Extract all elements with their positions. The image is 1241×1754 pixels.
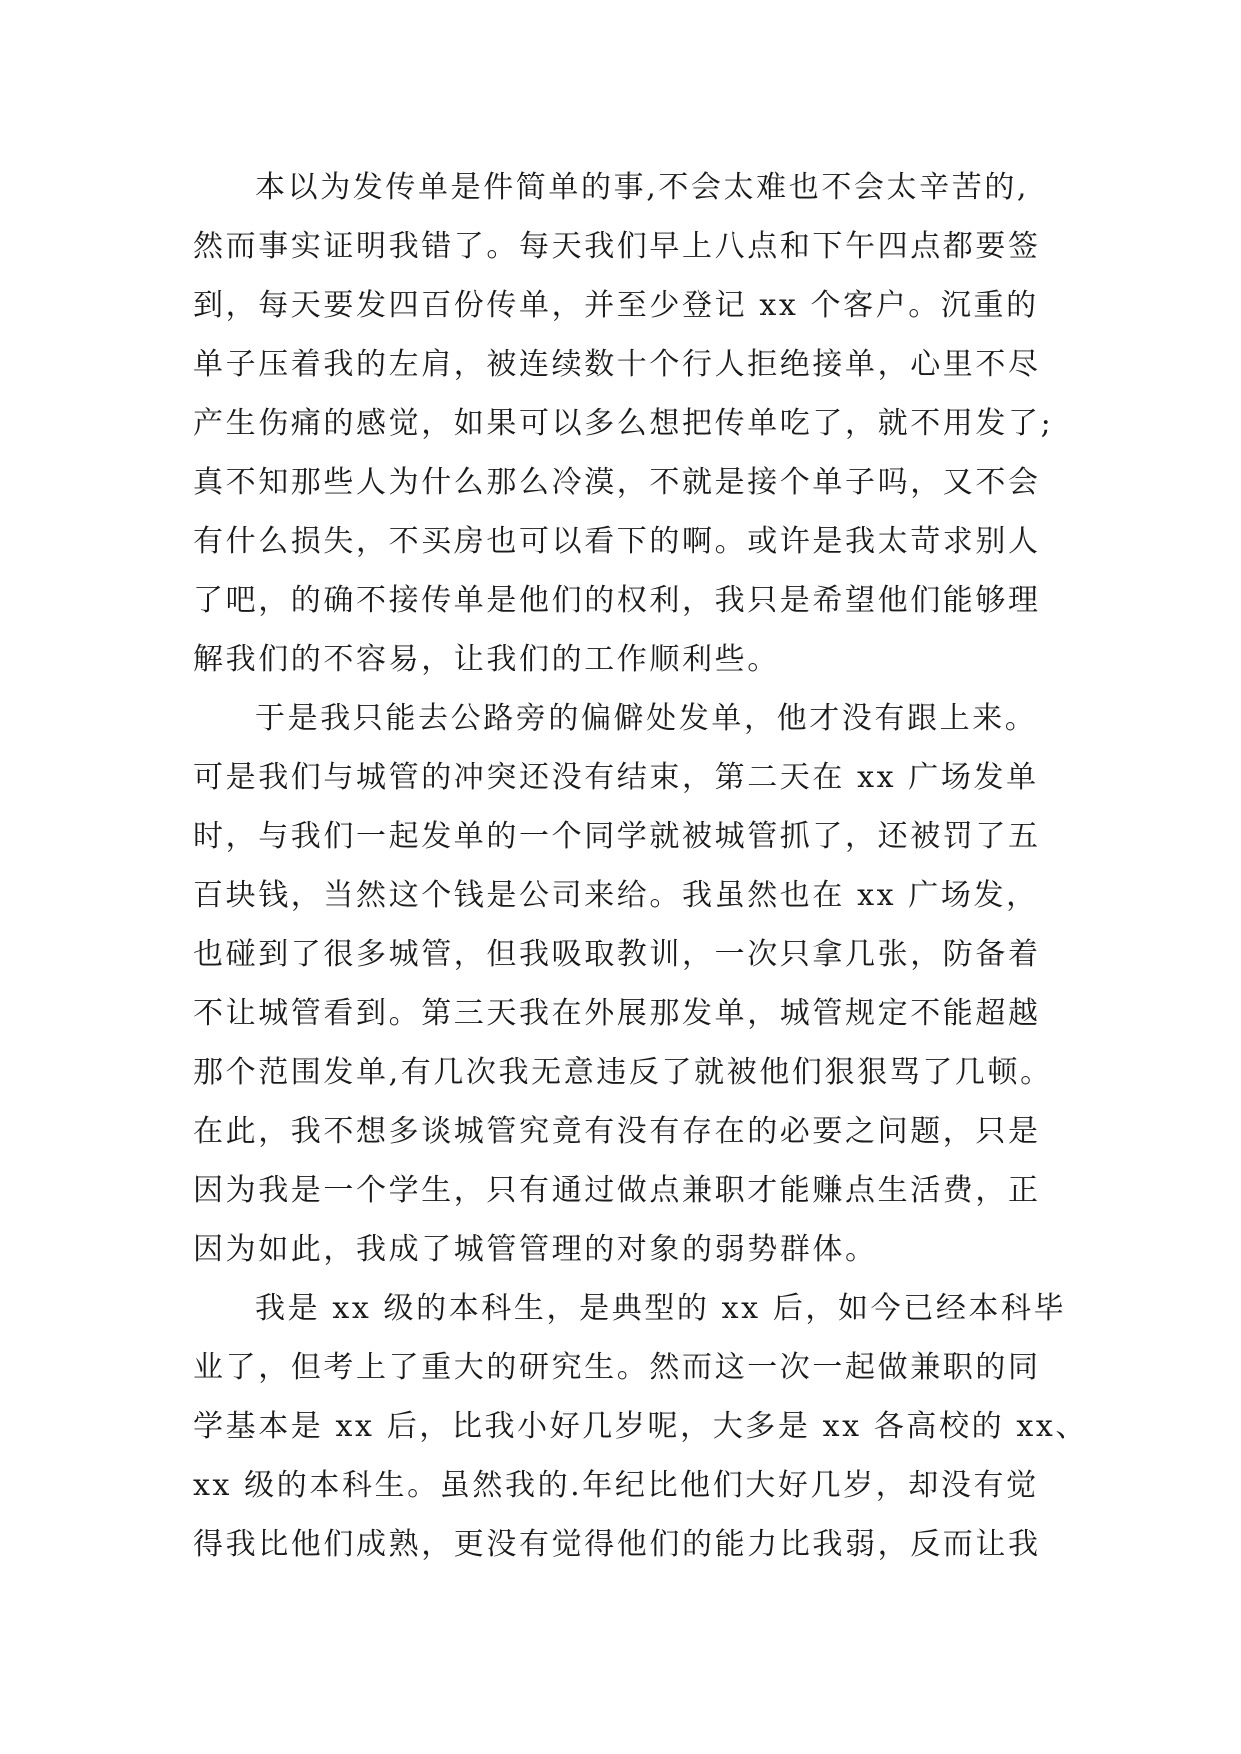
document-body [193, 158, 1093, 1574]
text-line: 可是我们与城管的冲突还没有结束，第二天在 xx 广场发单 [193, 760, 1039, 795]
text-line: 时，与我们一起发单的一个同学就被城管抓了，还被罚了五 [193, 819, 1041, 854]
paragraph-2 [193, 689, 1093, 1279]
text-line: 解我们的不容易，让我们的工作顺利些。 [193, 642, 780, 677]
text-line: 业了，但考上了重大的研究生。然而这一次一起做兼职的同 [193, 1350, 1041, 1385]
text-line: 了吧，的确不接传单是他们的权利，我只是希望他们能够理 [193, 583, 1041, 618]
text-line: 有什么损失，不买房也可以看下的啊。或许是我太苛求别人 [193, 524, 1041, 559]
text-line: 因为如此，我成了城管管理的对象的弱势群体。 [193, 1232, 878, 1267]
text-line: 因为我是一个学生，只有通过做点兼职才能赚点生活费，正 [193, 1173, 1041, 1208]
text-line: 在此，我不想多谈城管究竟有没有存在的必要之问题，只是 [193, 1114, 1041, 1149]
text-line: 单子压着我的左肩，被连续数十个行人拒绝接单，心里不尽 [193, 347, 1041, 382]
text-line: 我是 xx 级的本科生，是典型的 xx 后，如今已经本科毕 [255, 1291, 1067, 1326]
text-line: 真不知那些人为什么那么冷漠，不就是接个单子吗，又不会 [193, 465, 1041, 500]
text-line: 百块钱，当然这个钱是公司来给。我虽然也在 xx 广场发， [193, 878, 1039, 913]
text-line: 于是我只能去公路旁的偏僻处发单，他才没有跟上来。 [255, 701, 1038, 736]
paragraph-3 [193, 1279, 1093, 1574]
paragraph-1 [193, 158, 1093, 689]
text-line: 本以为发传单是件简单的事,不会太难也不会太辛苦的, [255, 170, 1030, 205]
text-line: 也碰到了很多城管，但我吸取教训，一次只拿几张，防备着 [193, 937, 1041, 972]
text-line: xx 级的本科生。虽然我的.年纪比他们大好几岁，却没有觉 [193, 1468, 1039, 1503]
text-line: 那个范围发单,有几次我无意违反了就被他们狠狠骂了几顿。 [193, 1055, 1053, 1090]
text-line: 产生伤痛的感觉，如果可以多么想把传单吃了，就不用发了; [193, 406, 1054, 441]
text-line: 得我比他们成熟，更没有觉得他们的能力比我弱，反而让我 [193, 1527, 1041, 1562]
text-line: 到，每天要发四百份传单，并至少登记 xx 个客户。沉重的 [193, 288, 1039, 323]
text-line: 不让城管看到。第三天我在外展那发单，城管规定不能超越 [193, 996, 1041, 1031]
text-line: 学基本是 xx 后，比我小好几岁呢，大多是 xx 各高校的 xx、 [193, 1409, 1088, 1444]
text-line: 然而事实证明我错了。每天我们早上八点和下午四点都要签 [193, 229, 1041, 264]
